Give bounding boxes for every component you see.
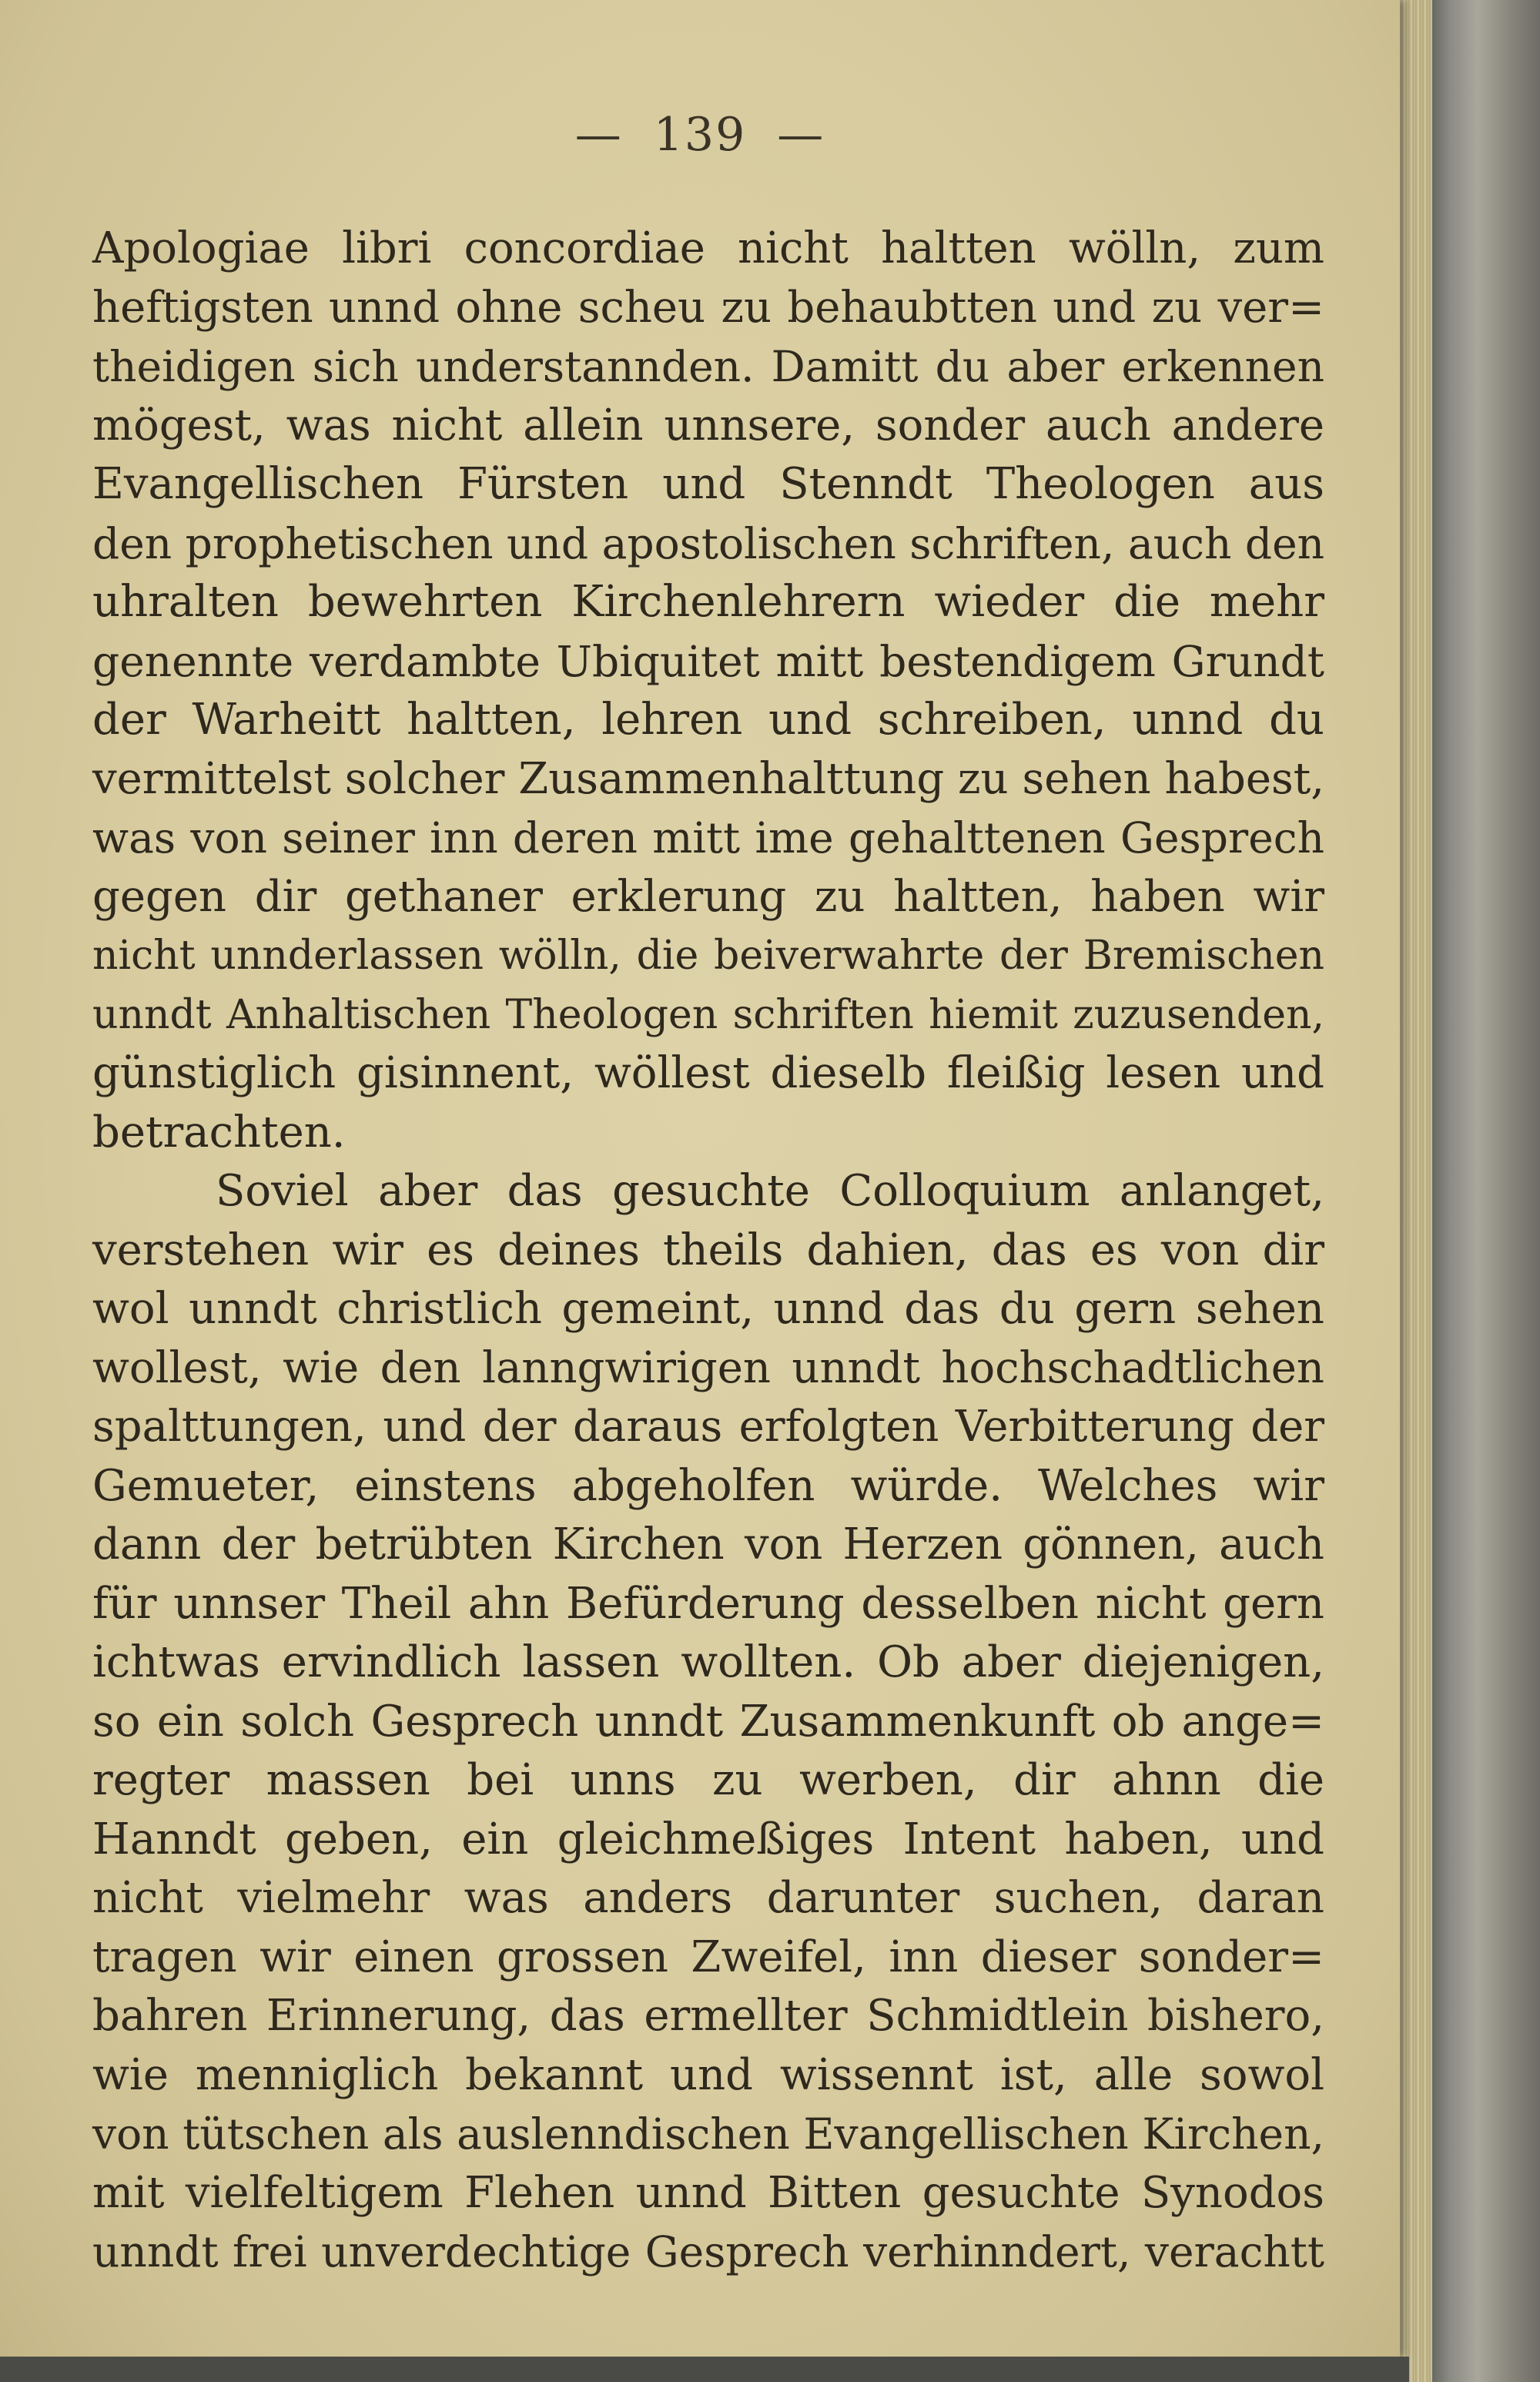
text-line: nicht unnderlassen wölln, die beiverwahrte der Bremischen: [92, 933, 1324, 979]
text-line: wie menniglich bekannt und wissennt ist, alle sowol: [92, 2049, 1324, 2100]
text-line: was von seiner inn deren mitt ime gehalttenen Gesprech: [92, 813, 1324, 863]
text-line: regter massen bei unns zu werben, dir ahnn die: [92, 1755, 1324, 1805]
text-line: genennte verdambte Ubiquitet mitt bestendigem Grundt: [92, 636, 1324, 686]
text-line: Apologiae libri concordiae nicht haltten wölln, zum: [92, 223, 1324, 273]
text-line: für unnser Theil ahn Befürderung desselben nicht gern: [92, 1578, 1324, 1629]
text-line: wollest, wie den lanngwirigen unndt hochschadtlichen: [92, 1342, 1324, 1393]
text-line: heftigsten unnd ohne scheu zu behaubtten und zu ver=: [92, 282, 1324, 333]
text-line: günstiglich gisinnent, wöllest dieselb fleißig lesen und: [92, 1048, 1324, 1098]
text-line: Evangellischen Fürsten und Stenndt Theologen aus: [92, 459, 1324, 509]
text-line: bahren Erinnerung, das ermellter Schmidtlein bishero,: [92, 1991, 1324, 2041]
text-line: uhralten bewehrten Kirchenlehrern wieder die mehr: [92, 577, 1324, 627]
text-line: dann der betrübten Kirchen von Herzen gönnen, auch: [92, 1519, 1324, 1570]
header-dash-right: —: [777, 108, 825, 162]
text-line: Hanndt geben, ein gleichmeßiges Intent haben, und: [92, 1814, 1324, 1864]
text-line: Soviel aber das gesuchte Colloquium anlanget,: [216, 1166, 1324, 1216]
paragraph-1: [92, 219, 1324, 1162]
text-line: ichtwas ervindlich lassen wollten. Ob aber diejenigen,: [92, 1637, 1324, 1687]
text-line: nicht vielmehr was anders darunter suchen, daran: [92, 1873, 1324, 1923]
text-line: den prophetischen und apostolischen schriften, auch den: [92, 518, 1325, 568]
text-line: Gemueter, einstens abgeholfen würde. Welches wir: [92, 1460, 1324, 1511]
text-line: verstehen wir es deines theils dahien, das es von dir: [92, 1225, 1324, 1275]
text-line: von tütschen als auslenndischen Evangellischen Kirchen,: [92, 2109, 1324, 2159]
text-line: unndt frei unverdechtige Gesprech verhinndert, verachtt: [92, 2227, 1324, 2276]
header-dash-left: —: [574, 108, 623, 162]
text-line: unndt Anhaltischen Theologen schriften hiemit zuzusenden,: [92, 991, 1324, 1038]
text-line: vermittelst solcher Zusammenhalttung zu sehen habest,: [92, 753, 1324, 804]
text-line: theidigen sich understannden. Damitt du aber erkennen: [92, 342, 1324, 391]
text-line: mögest, was nicht allein unnsere, sonder auch andere: [92, 400, 1324, 451]
page-header: [0, 108, 1400, 162]
text-line: so ein solch Gesprech unndt Zusammenkunft ob ange=: [92, 1696, 1324, 1747]
body-text: [92, 219, 1324, 2282]
text-line: tragen wir einen grossen Zweifel, inn dieser sonder=: [92, 1931, 1324, 1982]
text-line: betrachten.: [92, 1107, 346, 1157]
text-line: mit vielfeltigem Flehen unnd Bitten gesuchte Synodos: [92, 2167, 1324, 2218]
text-line: wol unndt christlich gemeint, unnd das du gern sehen: [92, 1284, 1324, 1334]
text-line: gegen dir gethaner erklerung zu haltten, haben wir: [92, 871, 1324, 922]
bottom-shadow: [0, 2357, 1409, 2382]
paragraph-2: [92, 1162, 1324, 2282]
text-line: der Warheitt haltten, lehren und schreiben, unnd du: [92, 695, 1324, 745]
page-number: 139: [653, 108, 747, 162]
text-line: spalttungen, und der daraus erfolgten Verbitterung der: [92, 1402, 1324, 1452]
